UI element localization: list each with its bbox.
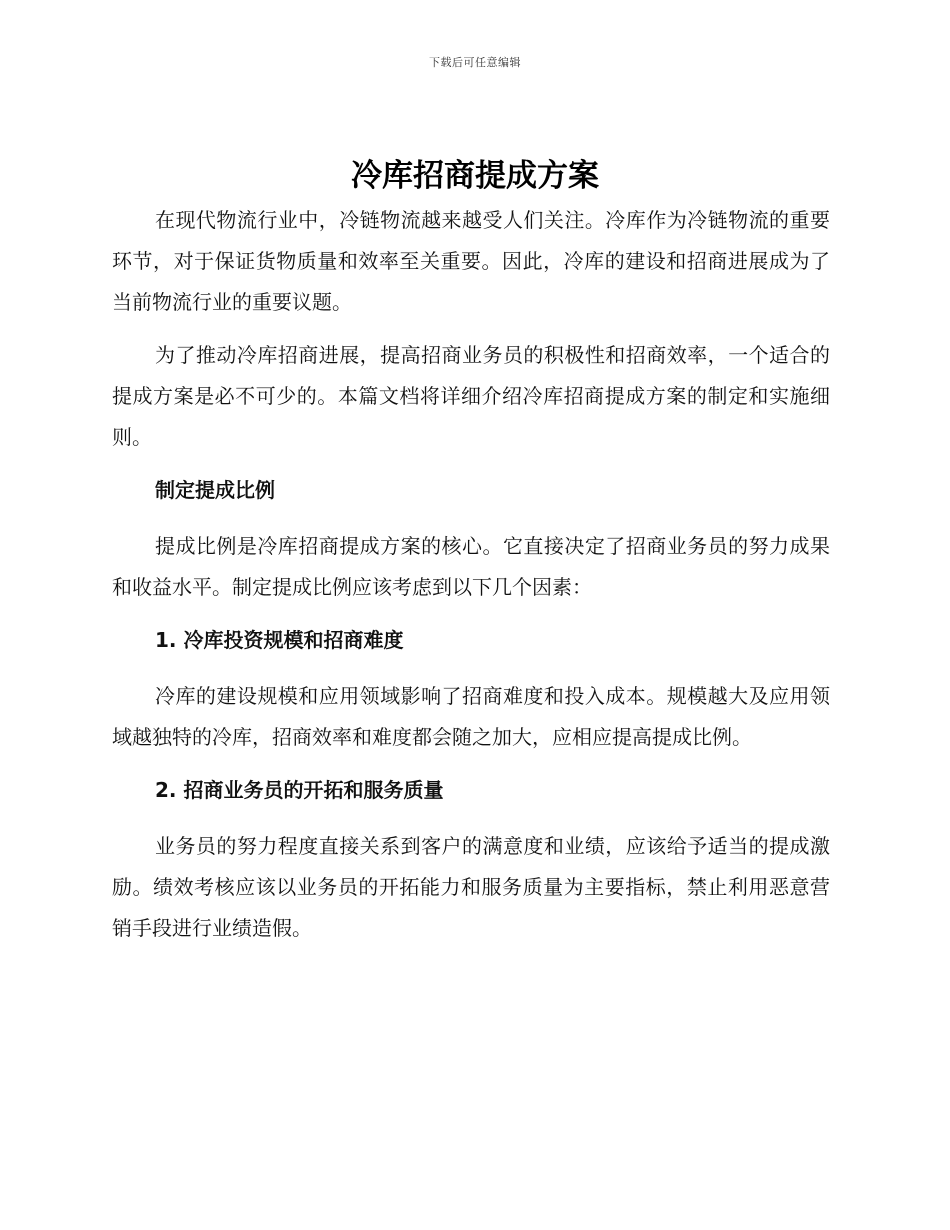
section-heading: 2. 招商业务员的开拓和服务质量 [155, 778, 444, 802]
paragraph: 提成比例是冷库招商提成方案的核心。它直接决定了招商业务员的努力成果和收益水平。制定提成比例应该考虑到以下几个因素： [112, 534, 830, 599]
paragraph: 在现代物流行业中，冷链物流越来越受人们关注。冷库作为冷链物流的重要环节，对于保证货物质量和效率至关重要。因此，冷库的建设和招商进展成为了当前物流行业的重要议题。 [112, 208, 830, 314]
paragraph: 为了推动冷库招商进展，提高招商业务员的积极性和招商效率，一个适合的提成方案是必不可少的。本篇文档将详细介绍冷库招商提成方案的制定和实施细则。 [112, 343, 830, 449]
section-heading: 制定提成比例 [155, 478, 275, 502]
document-body [112, 200, 830, 961]
page-header: 下载后可任意编辑 [429, 56, 521, 69]
paragraph: 冷库的建设规模和应用领域影响了招商难度和投入成本。规模越大及应用领域越独特的冷库，招商效率和难度都会随之加大，应相应提高提成比例。 [112, 684, 830, 749]
section-heading: 1. 冷库投资规模和招商难度 [155, 628, 404, 652]
document-title: 冷库招商提成方案 [351, 158, 599, 194]
paragraph: 业务员的努力程度直接关系到客户的满意度和业绩，应该给予适当的提成激励。绩效考核应该以业务员的开拓能力和服务质量为主要指标，禁止利用恶意营销手段进行业绩造假。 [112, 834, 830, 940]
